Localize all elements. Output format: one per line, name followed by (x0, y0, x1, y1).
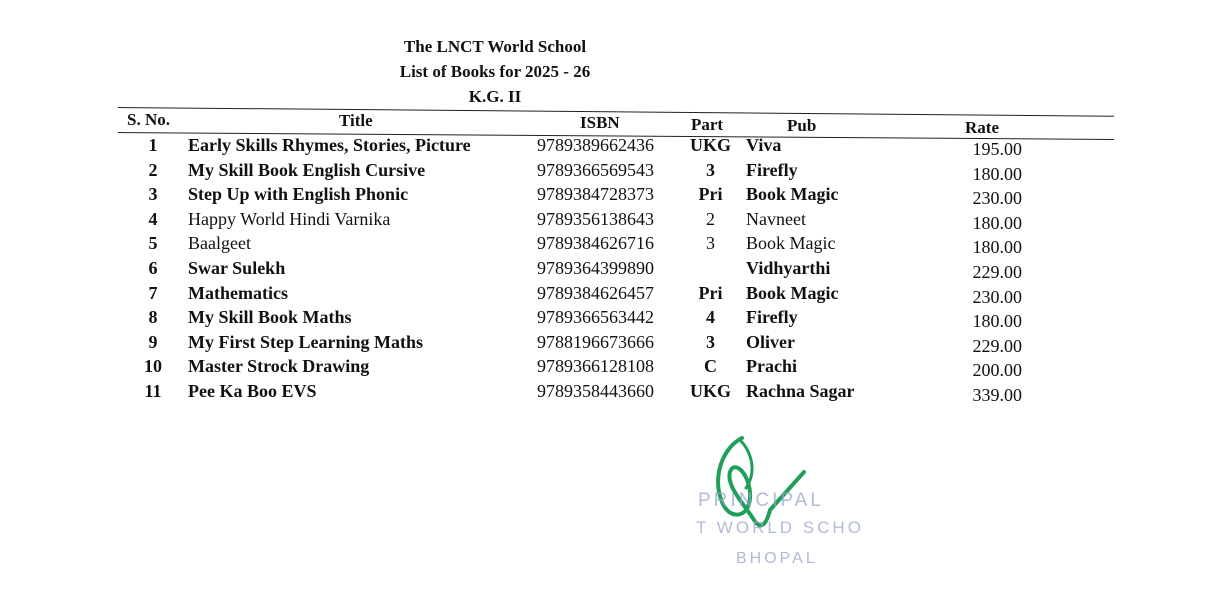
table-row (0, 159, 1207, 183)
cell-part: 2 (706, 208, 715, 229)
cell-isbn: 9789358443660 (537, 381, 654, 401)
cell-pub: Book Magic (746, 184, 839, 205)
cell-isbn: 9789366128108 (537, 356, 654, 377)
cell-rate: 180.00 (972, 237, 1022, 258)
cell-rate: 339.00 (972, 385, 1022, 405)
table-row (0, 355, 1207, 379)
cell-rate: 230.00 (972, 286, 1022, 307)
table-row (0, 306, 1207, 330)
cell-part: C (704, 356, 717, 377)
principal-stamp (690, 488, 900, 588)
cell-isbn: 9789384626457 (537, 282, 654, 303)
cell-title: Happy World Hindi Varnika (188, 208, 391, 229)
cell-rate: 195.00 (972, 139, 1022, 159)
cell-sno: 9 (148, 331, 158, 352)
cell-rate: 229.00 (972, 262, 1022, 282)
cell-pub: Navneet (746, 208, 806, 229)
cell-sno: 6 (148, 258, 158, 278)
list-title: List of Books for 2025 - 26 (399, 62, 591, 81)
cell-part: 3 (706, 159, 715, 180)
cell-isbn: 9789366569543 (537, 159, 654, 180)
table-row (0, 134, 1207, 158)
cell-title: My First Step Learning Maths (188, 331, 423, 352)
column-header-isbn: ISBN (580, 113, 620, 132)
cell-rate: 230.00 (972, 188, 1022, 209)
table-row (0, 232, 1207, 256)
cell-isbn: 9789356138643 (537, 208, 654, 229)
stamp-line-city: BHOPAL (736, 550, 818, 567)
column-header-sno: S. No. (127, 110, 170, 129)
cell-sno: 5 (148, 233, 158, 254)
stamp-line-school: T WORLD SCHO (696, 518, 864, 537)
cell-part: 3 (706, 233, 715, 254)
cell-sno: 7 (148, 282, 158, 303)
cell-pub: Book Magic (746, 282, 839, 303)
cell-title: Swar Sulekh (188, 258, 286, 278)
cell-rate: 200.00 (972, 360, 1022, 381)
cell-pub: Oliver (746, 331, 795, 352)
cell-title: My Skill Book English Cursive (188, 159, 426, 180)
cell-part: 4 (706, 307, 715, 328)
cell-isbn: 9789364399890 (537, 258, 654, 278)
cell-part: UKG (689, 135, 731, 155)
cell-rate: 180.00 (972, 163, 1022, 184)
column-header-part: Part (691, 115, 724, 134)
cell-pub: Vidhyarthi (746, 258, 831, 278)
cell-sno: 2 (148, 159, 158, 180)
cell-sno: 8 (148, 307, 158, 328)
cell-isbn: 9789389662436 (537, 135, 654, 155)
cell-rate: 229.00 (972, 335, 1022, 356)
cell-sno: 4 (148, 208, 158, 229)
cell-rate: 180.00 (972, 212, 1022, 233)
cell-sno: 11 (144, 381, 162, 401)
cell-isbn: 9788196673666 (537, 331, 654, 352)
cell-part: UKG (689, 381, 731, 401)
cell-pub: Book Magic (746, 233, 836, 254)
column-header-title: Title (339, 111, 373, 130)
cell-title: Early Skills Rhymes, Stories, Picture (188, 135, 471, 155)
cell-title: Master Strock Drawing (188, 356, 370, 377)
cell-isbn: 9789366563442 (537, 307, 654, 328)
cell-pub: Prachi (746, 356, 797, 377)
cell-sno: 3 (148, 184, 158, 205)
column-header-rate: Rate (965, 118, 999, 137)
stamp-line-principal: PRINCIPAL (698, 490, 824, 511)
cell-pub: Firefly (746, 307, 798, 328)
cell-title: My Skill Book Maths (188, 307, 352, 328)
column-header-pub: Pub (787, 116, 817, 135)
class-name: K.G. II (468, 87, 522, 106)
cell-pub: Firefly (746, 159, 798, 180)
cell-pub: Viva (746, 135, 782, 155)
cell-rate: 180.00 (972, 311, 1022, 332)
school-name: The LNCT World School (403, 37, 587, 56)
table-row (0, 380, 1207, 404)
cell-part: Pri (698, 282, 723, 303)
table-row (0, 282, 1207, 306)
cell-isbn: 9789384728373 (537, 184, 654, 205)
table-row (0, 208, 1207, 232)
cell-title: Baalgeet (188, 233, 251, 254)
table-row (0, 331, 1207, 355)
cell-part: 3 (706, 331, 715, 352)
table-row (0, 183, 1207, 207)
cell-title: Mathematics (188, 282, 288, 303)
table-row (0, 257, 1207, 281)
cell-title: Pee Ka Boo EVS (188, 381, 317, 401)
cell-part: Pri (698, 184, 723, 205)
cell-sno: 1 (148, 135, 158, 155)
cell-pub: Rachna Sagar (746, 381, 855, 401)
cell-title: Step Up with English Phonic (188, 184, 409, 205)
cell-isbn: 9789384626716 (537, 233, 654, 254)
cell-sno: 10 (144, 356, 162, 377)
